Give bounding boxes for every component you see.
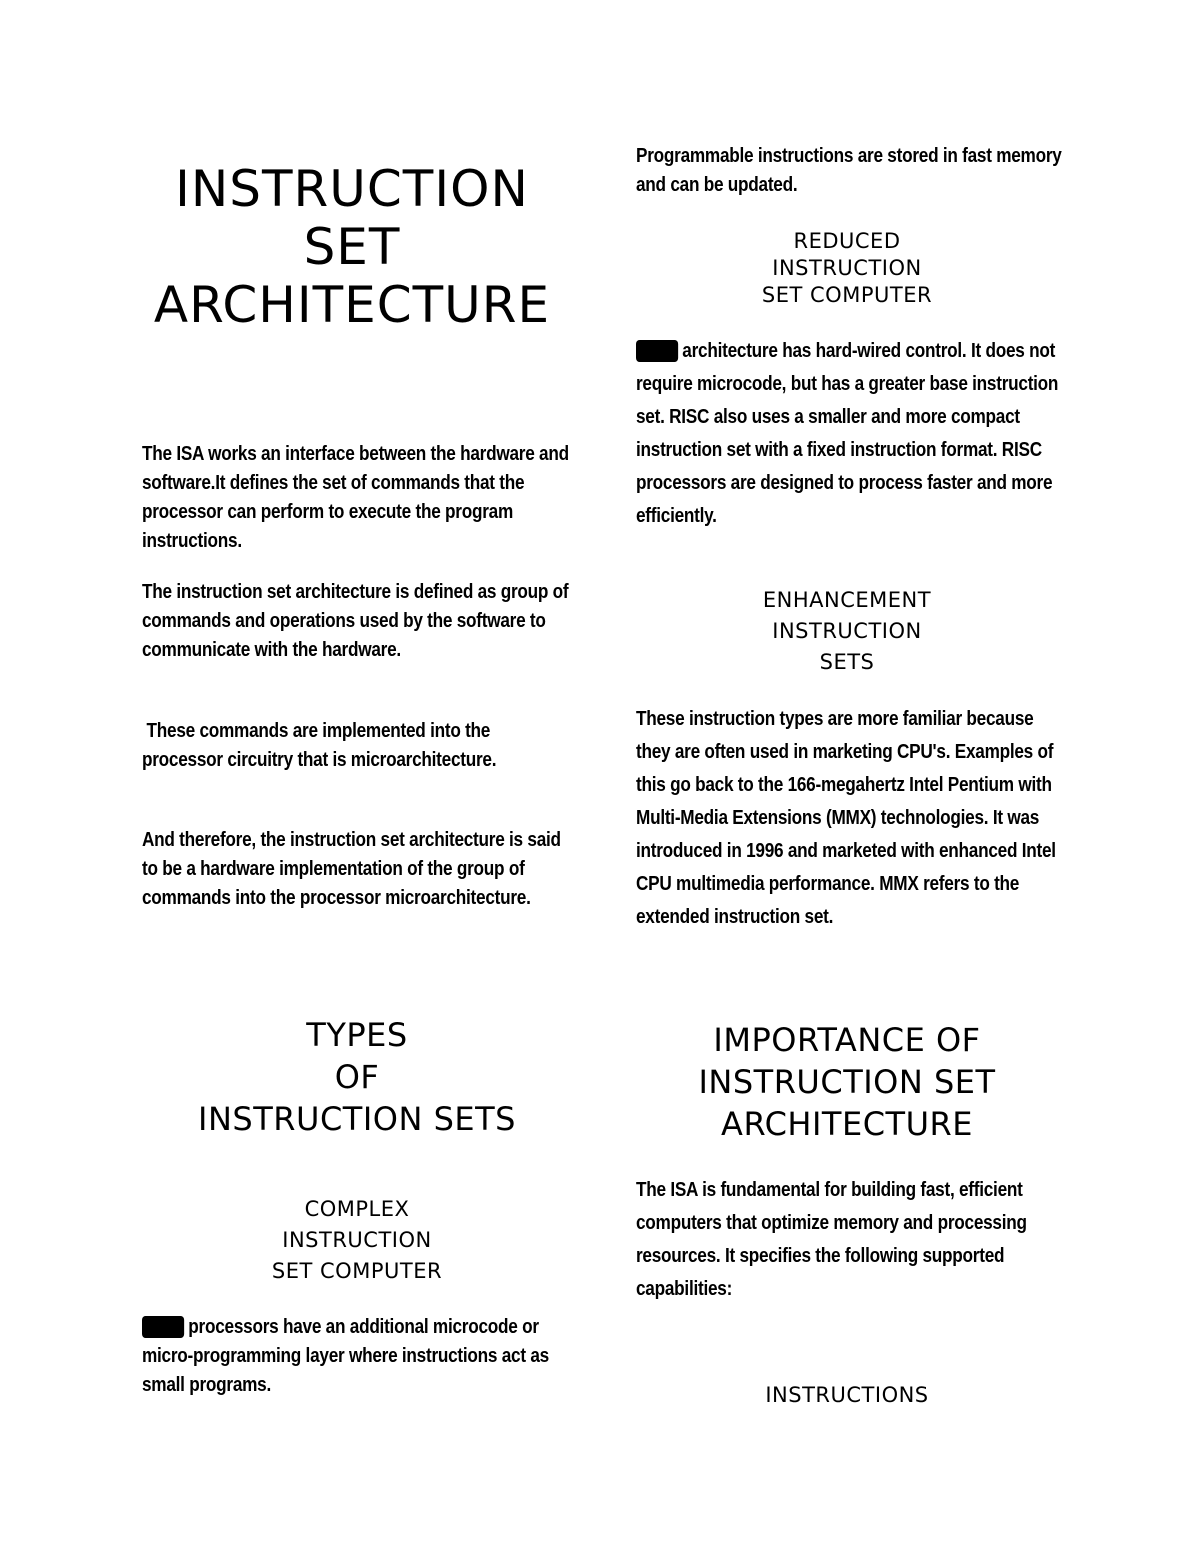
conclusion-paragraph: And therefore, the instruction set architecture is said to be a hardware implementation of the group of commands into the processor microarchitecture. — [142, 829, 561, 909]
types-heading-line-1: TYPES — [306, 1016, 408, 1054]
importance-heading-line-3: ARCHITECTURE — [721, 1105, 973, 1143]
redacted-term: RISC — [636, 340, 677, 362]
page-title-line-2: SET — [303, 218, 401, 276]
risc-paragraph-text: architecture has hard-wired control. It does not require microcode, but has a greater base instruction set. RISC also uses a smaller and more compact instruction set with a fixed instruction format. RISC processors are designed to process faster and more efficiently. — [636, 340, 1059, 527]
instructions-subheading: INSTRUCTIONS — [765, 1383, 929, 1407]
redacted-term: CISC — [142, 1316, 183, 1338]
implementation-paragraph: These commands are implemented into the processor circuitry that is microarchitecture. — [142, 720, 497, 771]
intro-paragraph: The ISA works an interface between the hardware and software.It defines the set of commands that the processor can perform to execute the program instructions. — [142, 443, 569, 552]
risc-paragraph — [636, 335, 1066, 533]
types-heading-line-2: OF — [334, 1058, 380, 1096]
cisc-heading-line-3: SET COMPUTER — [271, 1259, 443, 1283]
enhancement-heading-line-2: INSTRUCTION — [772, 619, 922, 643]
types-heading-line-3: INSTRUCTION SETS — [198, 1100, 516, 1138]
risc-heading-line-1: REDUCED — [793, 229, 901, 253]
enhancement-paragraph: These instruction types are more familiar because they are often used in marketing CPU's. Examples of this go back to the 166-megahertz Intel Pentium with Multi-Media Extensions (MMX) technologies. It was introduced in 1996 and marketed with enhanced Intel CPU multimedia performance. MMX refers to the extended instruction set. — [636, 708, 1056, 928]
importance-heading-line-2: INSTRUCTION SET — [698, 1063, 996, 1101]
programmable-paragraph: Programmable instructions are stored in fast memory and can be updated. — [636, 145, 1062, 196]
cisc-paragraph — [142, 1313, 572, 1400]
enhancement-heading-line-3: SETS — [819, 650, 875, 674]
page-title — [130, 160, 574, 334]
risc-heading — [636, 228, 1058, 309]
types-heading — [142, 1014, 572, 1140]
cisc-heading-line-2: INSTRUCTION — [282, 1228, 432, 1252]
enhancement-heading — [636, 585, 1058, 678]
importance-paragraph: The ISA is fundamental for building fast, efficient computers that optimize memory and processing resources. It specifies the following supported capabilities: — [636, 1179, 1027, 1300]
page-title-line-3: ARCHITECTURE — [153, 276, 551, 334]
page-title-line-1: INSTRUCTION — [175, 160, 529, 218]
risc-heading-line-2: INSTRUCTION — [772, 256, 922, 280]
definition-paragraph: The instruction set architecture is defined as group of commands and operations used by the software to communicate with the hardware. — [142, 581, 569, 661]
importance-heading — [636, 1019, 1058, 1145]
enhancement-heading-line-1: ENHANCEMENT — [762, 588, 932, 612]
cisc-heading-line-1: COMPLEX — [304, 1197, 410, 1221]
cisc-heading — [142, 1194, 572, 1287]
importance-heading-line-1: IMPORTANCE OF — [713, 1021, 981, 1059]
risc-heading-line-3: SET COMPUTER — [761, 283, 933, 307]
cisc-paragraph-text: processors have an additional microcode or micro-programming layer where instructions act as small programs. — [142, 1316, 549, 1396]
